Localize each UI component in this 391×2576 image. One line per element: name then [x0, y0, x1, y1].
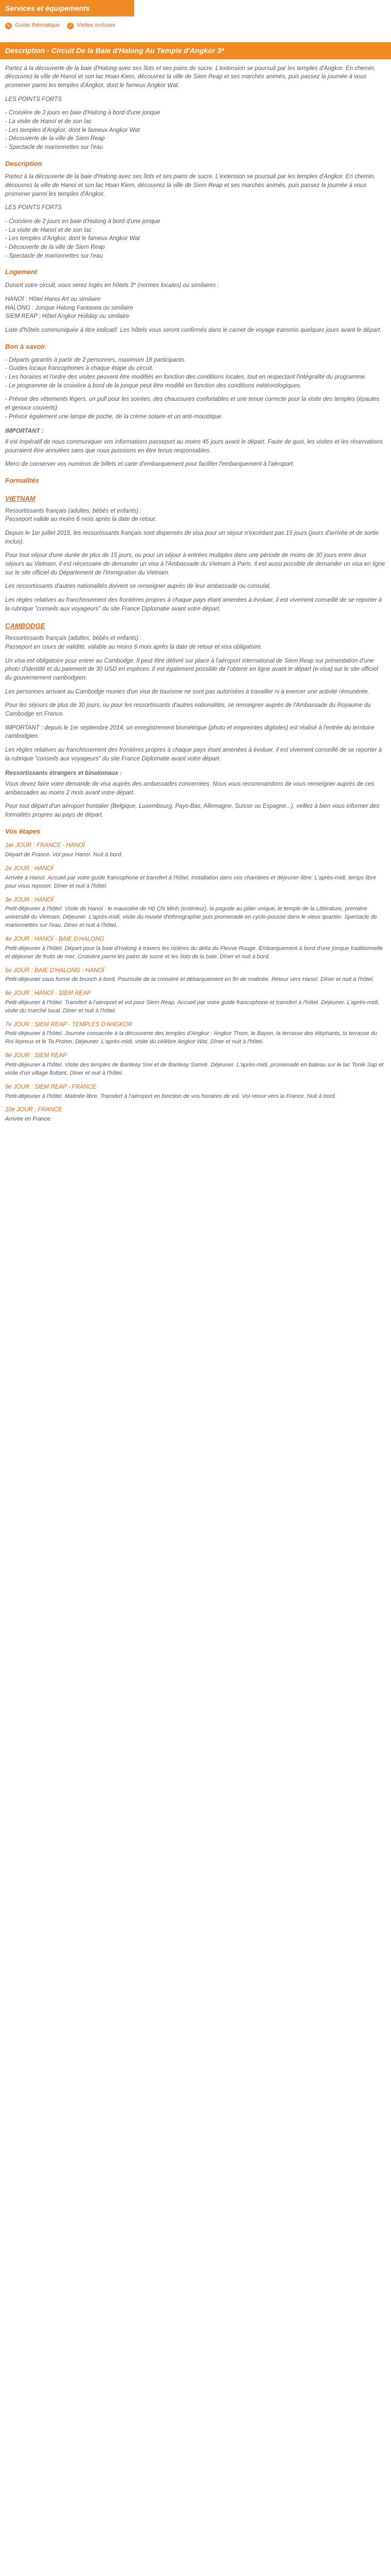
description2-title: Description [5, 159, 42, 167]
visit-link[interactable] [67, 22, 116, 30]
description-para-1: LES POINTS FORTS [5, 96, 62, 103]
page [0, 0, 391, 1138]
bon-savoir-title: Bon à savoir [5, 342, 46, 350]
stop-body: Arrivée en France. [5, 1116, 52, 1123]
logement-title: Logement [5, 268, 38, 276]
stop-body: Petit-déjeuner à l'hôtel. Journée consacrée à la découverte des temples d'Angkor : Angkor Thom, le Bayon, la terrasse des éléphants, la terrasse du Roi lépreux et le Ta Prohm. Déjeuner. L'après-midi, visite du célèbre Angkor Wat. Dîner et nuit à l'hôtel. [5, 1030, 378, 1045]
bottom-spacer [0, 1128, 391, 1138]
important-title: IMPORTANT : [5, 428, 44, 435]
formalites-title: Formalités [5, 476, 39, 484]
description2-para-1: LES POINTS FORTS [5, 205, 62, 211]
description2-para-0: Partez à la découverte de la baie d'Halong avec ses îlots et ses pains de sucre. L'extension se poursuit par les temples d'Angkor. En chemin, découvrez la ville de Hanoï et son lac Hoan Kiem, découvrez la ville de Siem Reap et ses marchés animés, puis passez la journée à vous promener parmi les temples d'Angkor. [5, 174, 376, 197]
stop-title: 8e JOUR : SIEM REAP [5, 1053, 67, 1059]
cambodge-para-0: Ressortissants français (adultes, bébés et enfants) : Passeport en cours de validité, valable au moins 6 mois après la date de retour et visa obligatoire. [5, 635, 263, 650]
stop-title: 1er JOUR : FRANCE - HANOÏ [5, 842, 85, 849]
logement-para-1: HANOI : Hôtel Hanoi Art ou similaire HALONG : Jonque Halong Fantasea ou similaire SIEM REAP : Hôtel Angkor Holiday ou similaire [5, 296, 134, 320]
description-para-2: - Croisière de 2 jours en baie d'Halong à bord d'une jonque - La visite de Hanoï et de son lac - Les temples d'Angkor, dont le fameux Angkor Wat - Découverte de la ville de Siem Reap - Spectacle de marionnettes sur l'eau [5, 110, 160, 150]
formalites-para-3: Les ressortissants d'autres nationalités doivent se renseigner auprès de leur ambassade ou consulat. [5, 583, 271, 590]
ticket-icon: ✓ [67, 23, 74, 29]
itineraire-list [0, 841, 391, 1124]
vietnam-subtitle: VIETNAM [5, 494, 36, 502]
stop-body: Arrivée à Hanoï. Accueil par votre guide francophone et transfert à l'hôtel. Installation dans vos chambres et déjeuner libre. L'après-midi, temps libre pour vous reposer. Dîner et nuit à l'hôtel. [5, 874, 377, 889]
guide-label: Guide thématique [15, 22, 60, 29]
bon-savoir-para-1: - Prévoir des vêtements légers, un pull pour les soirées, des chaussures confortables et une tenue correcte pour la visite des temples (épaules et genoux couverts). - Prévoir également une lampe de poche, de la crème solaire et un anti-moustique. [5, 396, 380, 420]
formalites-para-2: Pour tout séjour d'une durée de plus de 15 jours, ou pour un séjour à entrées multiples dans une période de moins de 30 jours entre deux séjours au Vietnam, il est nécessaire de demander un visa à l'Ambassade du Vietnam à Paris. Il est aussi possible de demander un visa en ligne sur le site officiel du Département de l'Immigration du Vietnam. [5, 552, 385, 576]
ressortissants-heading: Ressortissants étrangers et binationaux : [5, 770, 122, 777]
description-title: Description - Circuit De la Baie d'Halong Au Temple d'Angkor 3* [0, 42, 391, 59]
cambodge-para-4: IMPORTANT : depuis le 1er septembre 2014, un enregistrement biométrique (photo et empreintes digitales) est réalisé à l'entrée du territoire cambodgien. [5, 724, 374, 740]
stop-title: 9e JOUR : SIEM REAP - FRANCE [5, 1083, 96, 1090]
stop-title: 7e JOUR : SIEM REAP - TEMPLES D'ANGKOR [5, 1021, 133, 1028]
cambodge-para-1: Un visa est obligatoire pour entrer au Cambodge. Il peut être délivré sur place à l'aéroport international de Siem Reap sur présentation d'une photo d'identité et du paiement de 30 USD en espèces. Il est également possible de l'obtenir en ligne avant le départ (e-visa) sur le site officiel du gouvernement cambodgien. [5, 657, 378, 681]
description2-para-2: - Croisière de 2 jours en baie d'Halong à bord d'une jonque - La visite de Hanoï et de son lac - Les temples d'Angkor, dont le fameux Angkor Wat - Découverte de la ville de Siem Reap - Spectacle de marionnettes sur l'eau [5, 218, 160, 259]
bon-savoir-para-0: - Départs garantis à partir de 2 personnes, maximum 18 participants. - Guides locaux francophones à chaque étape du circuit. - Les horaires et l'ordre des visites peuvent être modifiés en fonction des conditions locales, tout en respectant l'intégralité du programme. - Le programme de la croisière à bord de la jonque peut être modifié en fonction des conditions météorologiques. [5, 357, 367, 389]
stop-body: Petit-déjeuner à l'hôtel. Matinée libre. Transfert à l'aéroport en fonction de vos horaires de vol. Vol retour vers la France. Nuit à bord. [5, 1093, 336, 1099]
cambodge-para-3: Pour les séjours de plus de 30 jours, ou pour les ressortissants d'autres nationalités, se renseigner auprès de l'Ambassade du Royaume du Cambodge en France. [5, 702, 371, 717]
stop-title: 5e JOUR : BAIE D'HALONG - HANOÏ [5, 967, 104, 974]
formalites-para-1: Depuis le 1er juillet 2015, les ressortissants français sont dispensés de visa pour un séjour n'excédant pas 15 jours (jours d'arrivée et de sortie inclus). [5, 530, 379, 545]
stop-body: Petit-déjeuner sous forme de brunch à bord. Poursuite de la croisière et débarquement en fin de matinée. Retour vers Hanoï. Dîner et nuit à l'hôtel. [5, 976, 374, 983]
logement-para-0: Durant votre circuit, vous serez logés en hôtels 3* (normes locales) ou similaires : [5, 282, 219, 289]
logement-para-2: Liste d'hôtels communiquée à titre indicatif. Les hôtels vous seront confirmés dans le carnet de voyage transmis quelques jours avant le départ. [5, 327, 382, 333]
stop-body: Départ de France. Vol pour Hanoï. Nuit à bord. [5, 852, 123, 858]
formalites-para-4: Les règles relatives au franchissement des frontières propres à chaque pays étant amenées à évoluer, il est vivement conseillé de se reporter à la rubrique "conseils aux voyageurs" du site France Diplomatie avant votre départ. [5, 597, 382, 612]
visit-label: Visites incluses [76, 22, 116, 29]
guide-link[interactable] [5, 22, 60, 30]
services-band: Services et équipements [0, 0, 134, 16]
description-para-0: Partez à la découverte de la baie d'Halong avec ses îlots et ses pains de sucre. L'extension se poursuit par les temples d'Angkor. En chemin, découvrez la ville de Hanoï et son lac Hoan Kiem, découvrez la ville de Siem Reap et ses marchés animés, puis passez la journée à vous promener parmi les temples d'Angkor, dont le fameux Angkor Wat. [5, 65, 376, 89]
stop-title: 6e JOUR : HANOÏ - SIEM REAP [5, 990, 91, 997]
book-icon: ✎ [5, 23, 12, 29]
formalites-para-0: Ressortissants français (adultes, bébés et enfants) : Passeport valide au moins 6 mois après la date de retour. [5, 507, 157, 523]
ressortissants-para-0: Vous devez faire votre demande de visa auprès des ambassades concernées. Nous vous recommandons de vous renseigner auprès de ces ambassades au moins 2 mois avant votre départ. [5, 781, 374, 796]
stop-body: Petit-déjeuner à l'hôtel. Transfert à l'aéroport et vol pour Siem Reap. Accueil par votre guide francophone et transfert à l'hôtel. Déjeuner. L'après-midi, visite du marché local. Dîner et nuit à l'hôtel. [5, 999, 380, 1014]
important-para-0: Il est impératif de nous communiquer vos informations passeport au moins 45 jours avant le départ. Faute de quoi, les visites et les réservations pourraient être annulées sans que nous puissions en être tenus responsables. [5, 438, 383, 454]
cambodge-subtitle: CAMBODGE [5, 622, 45, 630]
stop-body: Petit-déjeuner à l'hôtel. Visite de Hanoï : le mausolée de Hô Chi Minh (extérieur), la pagode au pilier unique, le temple de la Littérature, première université du Vietnam. Déjeuner. L'après-midi, visite du musée d'ethnographie puis promenade en cyclo-pousse dans le vieux quartier. Spectacle de marionnettes sur l'eau. Dîner et nuit à l'hôtel. [5, 906, 378, 929]
stop-body: Petit-déjeuner à l'hôtel. Visite des temples de Banteay Srei et de Banteay Samré. Déjeuner. L'après-midi, promenade en bateau sur le lac Tonlé Sap et visite d'un village flottant. Dîner et nuit à l'hôtel. [5, 1061, 384, 1076]
important-para-1: Merci de conserver vos numéros de billets et carte d'embarquement pour faciliter l'embarquement à l'aéroport. [5, 461, 295, 468]
cambodge-para-5: Les règles relatives au franchissement des frontières propres à chaque pays étant amenées à évoluer, il est vivement conseillé de se reporter à la rubrique "conseils aux voyageurs" du site France Diplomatie avant votre départ. [5, 747, 382, 762]
itineraire-title: Vos étapes [5, 827, 41, 835]
stop-title: 2e JOUR : HANOÏ [5, 866, 54, 872]
stop-title: 4e JOUR : HANOÏ - BAIE D'HALONG [5, 936, 104, 943]
stop-title: 10e JOUR : FRANCE [5, 1107, 62, 1113]
ressortissants-para-1: Pour tout départ d'un aéroport frontalier (Belgique, Luxembourg, Pays-Bas, Allemagne, Suisse ou Espagne...), veillez à bien vous informer des formalités propres au pays de départ. [5, 803, 380, 818]
stop-body: Petit-déjeuner à l'hôtel. Départ pour la baie d'Halong à travers les rizières du delta du Fleuve Rouge. Embarquement à bord d'une jonque traditionnelle et déjeuner de fruits de mer. Croisière parmi les pains de sucre et les îlots de la baie. Dîner et nuit à bord. [5, 945, 383, 960]
stop-title: 3e JOUR : HANOÏ [5, 896, 54, 903]
guides-row [0, 16, 391, 33]
cambodge-para-2: Les personnes arrivant au Cambodge munies d'un visa de tourisme ne sont pas autorisées à travailler ni à exercer une activité rémunérée. [5, 688, 369, 695]
